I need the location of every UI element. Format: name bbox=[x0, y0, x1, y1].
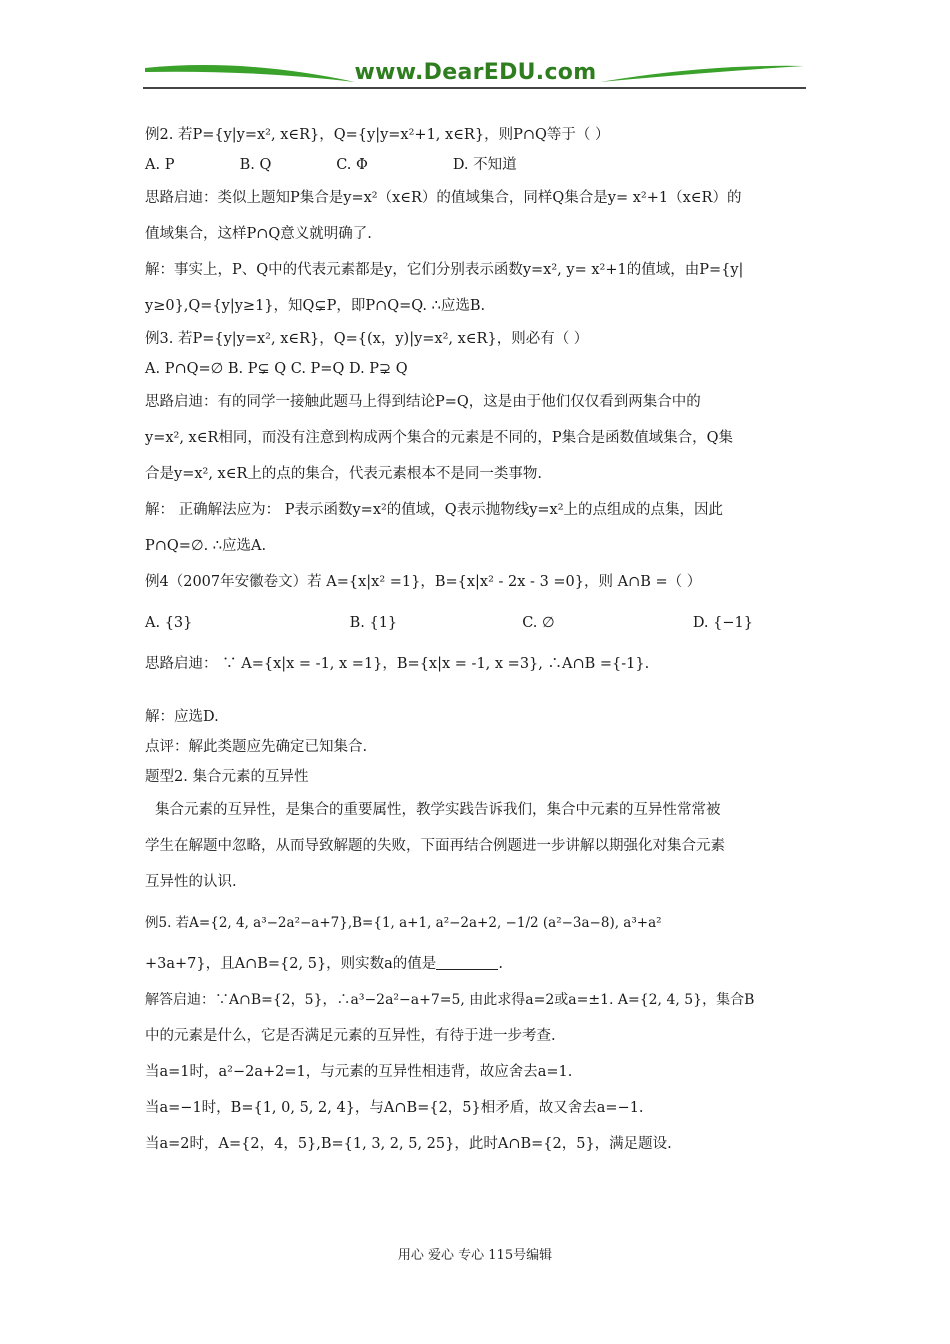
header-rule bbox=[143, 87, 806, 89]
ex4-question: 例4（2007年安徽卷文）若 A={x|x² =1}，B={x|x² - 2x - 3 =0}，则 A∩B =（ ） bbox=[145, 574, 702, 590]
right-swoosh-graphic bbox=[598, 58, 806, 88]
ex3-hint-line3: 合是y=x², x∈R上的点的集合，代表元素根本不是同一类事物. bbox=[145, 466, 542, 482]
ex5-case-a-neg1: 当a=−1时，B={1, 0, 5, 2, 4}，与A∩B={2，5}相矛盾，故又舍去a=−1. bbox=[145, 1100, 644, 1116]
ex2-option-a: A. P bbox=[145, 157, 175, 173]
ex5-question-line2 bbox=[145, 946, 810, 982]
ex5-solution-line1: 解答启迪：∵A∩B={2，5}，∴a³−2a²−a+7=5, 由此求得a=2或a=±1. A={2, 4, 5}，集合B bbox=[145, 992, 755, 1008]
ex5-case-a2: 当a=2时，A={2，4，5},B={1, 3, 2, 5, 25}，此时A∩B={2，5}，满足题设. bbox=[145, 1136, 672, 1152]
ex3-options: A. P∩Q=∅ B. P⊊ Q C. P=Q D. P⊋ Q bbox=[145, 361, 408, 377]
ex3-hint-line2: y=x², x∈R相同，而没有注意到构成两个集合的元素是不同的，P集合是函数值域集合，Q集 bbox=[145, 430, 734, 446]
ex3-hint-line1: 思路启迪：有的同学一接触此题马上得到结论P=Q，这是由于他们仅仅看到两集合中的 bbox=[145, 394, 701, 410]
left-swoosh-graphic bbox=[143, 58, 358, 88]
ex5-case-a1: 当a=1时，a²−2a+2=1，与元素的互异性相违背，故应舍去a=1. bbox=[145, 1064, 573, 1080]
ex3-solution-line2: P∩Q=∅. ∴应选A. bbox=[145, 538, 267, 554]
ex4-option-c: C. ∅ bbox=[522, 615, 555, 631]
ex3-solution-line1: 解： 正确解法应为： P表示函数y=x²的值域，Q表示抛物线y=x²上的点组成的点集，因此 bbox=[145, 502, 724, 518]
section-title-type2: 题型2. 集合元素的互异性 bbox=[145, 769, 309, 785]
type2-paragraph-line1: 集合元素的互异性，是集合的重要属性，教学实践告诉我们，集合中元素的互异性常常被 bbox=[155, 802, 721, 818]
ex2-solution-line2: y≥0},Q={y|y≥1}，知Q⊊P，即P∩Q=Q. ∴应选B. bbox=[145, 298, 486, 314]
page-header bbox=[143, 58, 806, 92]
ex5-question-text: +3a+7}，且A∩B={2, 5}，则实数a的值是 bbox=[145, 956, 437, 972]
ex2-option-d: D. 不知道 bbox=[452, 157, 517, 173]
answer-blank bbox=[436, 955, 498, 970]
ex2-options bbox=[145, 150, 810, 180]
ex5-solution-line2: 中的元素是什么，它是否满足元素的互异性，有待于进一步考查. bbox=[145, 1028, 556, 1044]
ex5-question-line1: 例5. 若A={2, 4, a³−2a²−a+7},B={1, a+1, a²−2a+2, −1/2 (a²−3a−8), a³+a² bbox=[145, 915, 662, 931]
ex2-hint-line1: 思路启迪：类似上题知P集合是y=x²（x∈R）的值域集合，同样Q集合是y= x²+1（x∈R）的 bbox=[145, 190, 742, 206]
ex4-hint: 思路启迪： ∵ A={x|x = -1, x =1}，B={x|x = -1, x =3}, ∴A∩B ={-1}. bbox=[145, 656, 650, 672]
ex3-question: 例3. 若P={y|y=x², x∈R}，Q={(x，y)|y=x², x∈R}，则必有（ ） bbox=[145, 331, 589, 347]
ex2-solution-line1: 解：事实上，P、Q中的代表元素都是y，它们分别表示函数y=x², y= x²+1的值域，由P={y| bbox=[145, 262, 744, 278]
ex4-comment: 点评：解此类题应先确定已知集合. bbox=[145, 739, 368, 755]
ex2-question: 例2. 若P={y|y=x², x∈R}，Q={y|y=x²+1, x∈R}，则P∩Q等于（ ） bbox=[145, 127, 610, 143]
ex4-options bbox=[145, 600, 810, 646]
ex4-option-b: B. {1} bbox=[349, 615, 398, 631]
ex2-option-c: C. Φ bbox=[336, 157, 368, 173]
page-footer: 用心 爱心 专心 115号编辑 bbox=[397, 1248, 553, 1263]
type2-paragraph-line2: 学生在解题中忽略，从而导致解题的失败，下面再结合例题进一步讲解以期强化对集合元素 bbox=[145, 838, 725, 854]
document-body bbox=[145, 120, 810, 1162]
type2-paragraph-line3: 互异性的认识. bbox=[145, 874, 237, 890]
ex2-hint-line2: 值域集合，这样P∩Q意义就明确了. bbox=[145, 226, 372, 242]
ex5-question-end: . bbox=[498, 956, 503, 972]
ex4-option-a: A. {3} bbox=[145, 615, 193, 631]
ex4-option-d: D. {−1} bbox=[692, 615, 753, 631]
site-logo: www.DearEDU.com bbox=[354, 60, 597, 85]
ex2-option-b: B. Q bbox=[239, 157, 272, 173]
ex4-solution: 解：应选D. bbox=[145, 709, 219, 725]
